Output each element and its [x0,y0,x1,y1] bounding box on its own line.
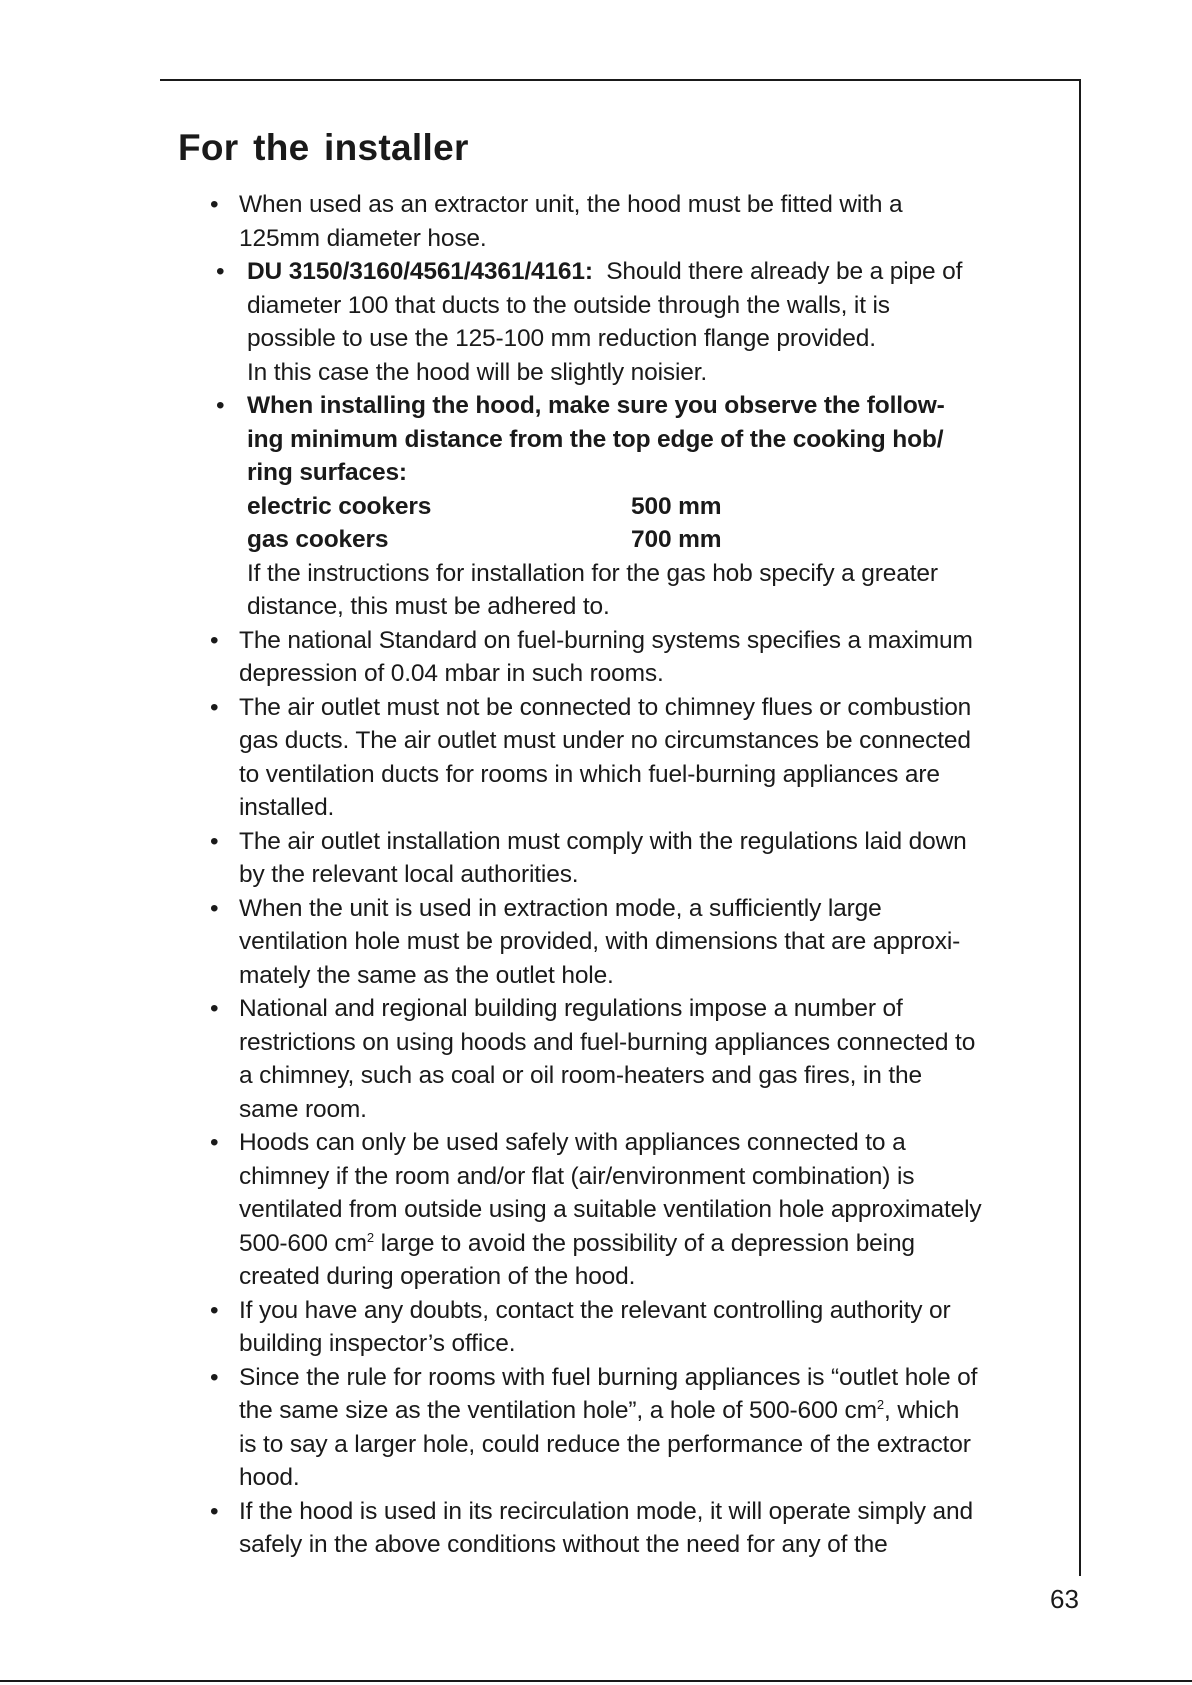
text-line [247,255,1045,289]
list-item-ventilation-hole [200,892,1045,993]
text-line: distance, this must be adhered to. [247,593,610,620]
text-line: possible to use the 125-100 mm reduction flange provided. [247,325,876,352]
text-line: When used as an extractor unit, the hood must be fitted with a [239,191,903,218]
text-line: chimney if the room and/or flat (air/environment combination) is [239,1162,915,1190]
text-line: to ventilation ducts for rooms in which fuel-burning appliances are [239,760,940,788]
bullet: • [210,827,219,855]
text-line: is to say a larger hole, could reduce the performance of the extractor [239,1430,971,1458]
text-line: building inspector’s office. [239,1330,516,1357]
list-item-recirculation-mode [200,1495,1045,1562]
text-fragment: the same size as the ventilation hole”, a hole of 500-600 cm [239,1397,877,1424]
list-item-minimum-distance [200,389,1045,624]
text-line: Hoods can only be used safely with appliances connected to a [239,1129,906,1156]
superscript: 2 [876,1397,884,1412]
text-line: In this case the hood will be slightly noisier. [247,358,708,386]
top-rule [160,79,1081,81]
list-item-national-standard [200,624,1045,691]
text-line: diameter 100 that ducts to the outside through the walls, it is [247,291,890,319]
text-line: The air outlet installation must comply with the regulations laid down [239,827,967,855]
list-item-hose-diameter [200,188,1045,255]
text-line: ing minimum distance from the top edge of the cooking hob/ [247,425,944,453]
text-fragment: , which [884,1397,960,1424]
text-line: If you have any doubts, contact the relevant controlling authority or [239,1296,951,1324]
installer-instructions-list [200,188,1045,1562]
text-line: National and regional building regulations impose a number of [239,995,903,1022]
text-line: a chimney, such as coal or oil room-heaters and gas fires, in the [239,1062,922,1089]
bullet: • [210,626,219,654]
text-line: ring surfaces: [247,459,407,486]
text-line: 125mm diameter hose. [239,224,487,252]
cooker-type: gas cookers [247,526,389,553]
bullet: • [210,1363,219,1391]
text-fragment: 500-600 cm [239,1229,367,1257]
bullet: • [210,1497,219,1525]
text-line: by the relevant local authorities. [239,861,579,888]
distance-value: 500 mm [631,492,722,520]
text-line: same room. [239,1095,367,1123]
text-line: Since the rule for rooms with fuel burning appliances is “outlet hole of [239,1363,978,1391]
bullet: • [216,258,225,285]
distance-row-gas [247,523,1045,557]
list-item-local-regulations [200,825,1045,892]
text-line: created during operation of the hood. [239,1263,636,1290]
text-fragment: large to avoid the possibility of a depression being [373,1229,915,1257]
bullet: • [210,995,219,1022]
text-line: If the instructions for installation for the gas hob specify a greater [247,559,938,587]
text-line: restrictions on using hoods and fuel-burning appliances connected to [239,1028,976,1056]
bullet: • [210,1129,219,1156]
text-line: installed. [239,794,335,821]
text-line: hood. [239,1464,300,1491]
bullet: • [216,392,225,419]
text-line: ventilation hole must be provided, with dimensions that are approxi- [239,928,961,955]
list-item-outlet-hole-rule [200,1361,1045,1495]
bullet: • [210,1296,219,1324]
page-title: For the installer [178,127,469,168]
list-item-safe-use [200,1126,1045,1294]
text-line: The national Standard on fuel-burning systems specifies a maximum [239,626,973,654]
list-item-doubts [200,1294,1045,1361]
bottom-rule [0,1680,1192,1682]
bullet: • [210,191,219,218]
bullet: • [210,693,219,721]
text-line: When installing the hood, make sure you observe the follow- [247,392,945,419]
list-item-reduction-flange [200,255,1045,389]
text-line: When the unit is used in extraction mode, a sufficiently large [239,894,882,922]
text-fragment: Should there already be a pipe of [606,258,963,285]
text-line [239,1394,1045,1428]
list-item-building-regulations [200,992,1045,1126]
text-line: ventilated from outside using a suitable ventilation hole approximately [239,1196,982,1223]
distance-row-electric [247,490,1045,524]
right-margin-rule [1079,79,1081,1576]
text-line: depression of 0.04 mbar in such rooms. [239,660,664,687]
page-number: 63 [1050,1584,1079,1614]
model-numbers: DU 3150/3160/4561/4361/4161: [247,258,593,285]
text-line: If the hood is used in its recirculation mode, it will operate simply and [239,1497,973,1525]
distance-value: 700 mm [631,526,722,553]
bullet: • [210,894,219,922]
text-line: safely in the above conditions without the need for any of the [239,1531,888,1558]
text-line [239,1227,1045,1261]
superscript: 2 [366,1229,374,1245]
cooker-type: electric cookers [247,492,432,520]
text-line: The air outlet must not be connected to chimney flues or combustion [239,693,972,721]
text-line: gas ducts. The air outlet must under no circumstances be connected [239,727,971,754]
text-line: mately the same as the outlet hole. [239,961,614,989]
list-item-air-outlet-connection [200,691,1045,825]
